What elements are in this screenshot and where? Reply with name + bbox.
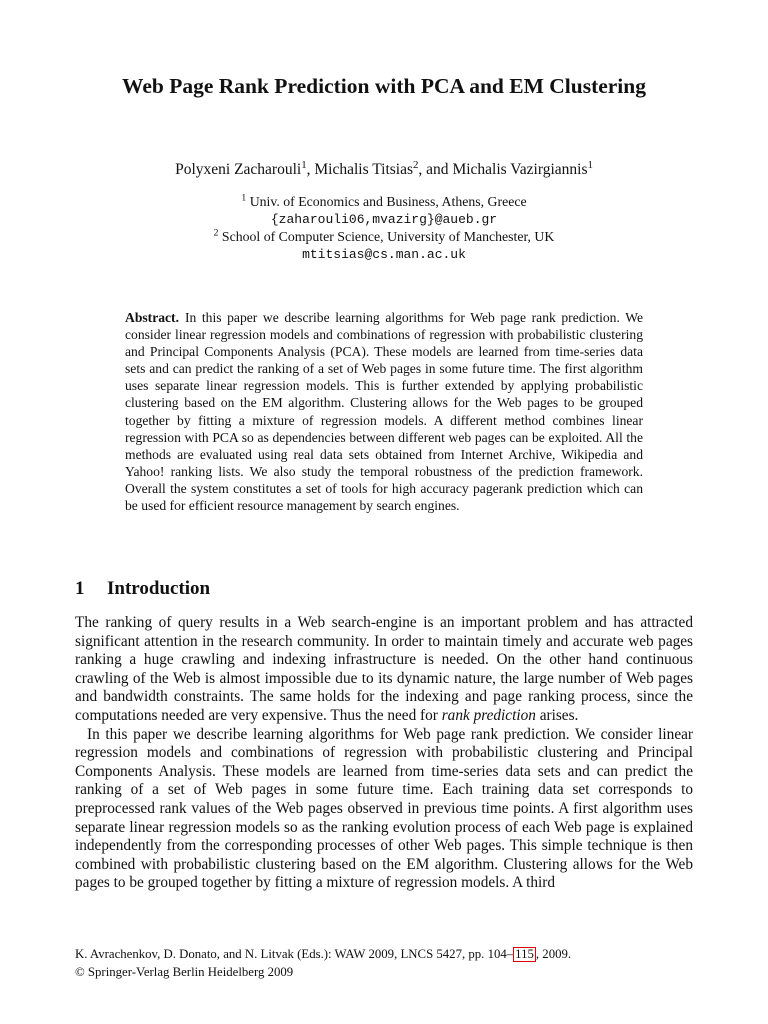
section-number: 1 bbox=[75, 578, 85, 599]
affiliation-line bbox=[80, 193, 688, 211]
author-separator: , and bbox=[418, 161, 453, 178]
author-affiliation-mark: 1 bbox=[301, 159, 307, 172]
emphasis-text: rank prediction bbox=[441, 706, 536, 724]
abstract-text: In this paper we describe learning algorithms for Web page rank prediction. We consider linear regression models and combinations of regression with probabilistic clustering and Principal Components Analysis (PCA). These models are learned from time-series data sets and can predict the ranking of a set of Web pages in some future time. The first algorithm uses separate linear regression models. This is further extended by applying probabilistic clustering based on the EM algorithm. Clustering allows for the Web pages to be grouped together by fitting a mixture of regression models. A different method combines linear regression with PCA so as dependencies between different web pages can be exploited. All the methods are evaluated using real data sets obtained from Internet Archive, Wikipedia and Yahoo! ranking lists. We also study the temporal robustness of the prediction framework. Overall the system constitutes a set of tools for high accuracy pagerank prediction which can be used for efficient resource management by search engines. bbox=[125, 310, 643, 514]
body-text bbox=[75, 614, 693, 893]
author-affiliation-mark: 2 bbox=[413, 159, 419, 172]
affiliation-institution: Univ. of Economics and Business, Athens, Greece bbox=[249, 194, 527, 209]
affiliation-email: mtitsias@cs.man.ac.uk bbox=[302, 246, 466, 262]
author-name: Michalis Vazirgiannis bbox=[452, 161, 588, 178]
author-affiliation-mark: 1 bbox=[587, 159, 593, 172]
abstract bbox=[125, 309, 643, 514]
section-heading bbox=[75, 577, 210, 601]
citation-footer bbox=[75, 946, 693, 981]
citation-text: , 2009. bbox=[535, 947, 572, 961]
page-reference-link[interactable]: 115 bbox=[515, 947, 534, 961]
author-name: Polyxeni Zacharouli bbox=[175, 161, 302, 178]
affiliation-email: {zaharouli06,mvazirg}@aueb.gr bbox=[270, 211, 498, 227]
paragraph bbox=[75, 614, 693, 726]
affiliation-line bbox=[80, 228, 688, 246]
paragraph-text: arises. bbox=[535, 706, 579, 724]
citation-text: K. Avrachenkov, D. Donato, and N. Litvak (Eds.): WAW 2009, LNCS 5427, pp. 104– bbox=[75, 947, 514, 961]
copyright-line: © Springer-Verlag Berlin Heidelberg 2009 bbox=[75, 964, 294, 979]
paragraph-text: The ranking of query results in a Web search-engine is an important problem and has attracted significant attention in the research community. In order to maintain timely and accurate web pages ranking a huge crawling and indexing infrastructure is needed. On the other hand continuous crawling of the Web is almost impossible due to its dynamic nature, the large number of Web pages and bandwidth constraints. The same holds for the indexing and page ranking process, since the computations needed are very expensive. Thus the need for bbox=[75, 614, 693, 724]
author-list bbox=[60, 160, 708, 180]
paper-title: Web Page Rank Prediction with PCA and EM Clustering bbox=[122, 74, 646, 98]
author-separator: , bbox=[306, 161, 315, 178]
affiliation-number: 1 bbox=[241, 192, 247, 204]
affiliations bbox=[80, 193, 688, 263]
author-name: Michalis Titsias bbox=[314, 161, 413, 178]
paragraph: In this paper we describe learning algorithms for Web page rank prediction. We consider linear regression models and combinations of regression with probabilistic clustering and Principal Components Analysis. These models are learned from time-series data sets and can predict the ranking of a set of Web pages in some future time. Each training data set corresponds to preprocessed rank values of the Web pages observed in previous time points. A first algorithm uses separate linear regression models so as the ranking evolution process of each Web page is explained independently from the corresponding processes of other Web pages. This simple technique is then combined with probabilistic clustering based on the EM algorithm. Clustering allows for the Web pages to be grouped together by fitting a mixture of regression models. A third bbox=[75, 725, 693, 892]
abstract-label: Abstract. bbox=[125, 310, 179, 325]
section-title: Introduction bbox=[107, 578, 211, 599]
citation-line bbox=[75, 946, 693, 964]
affiliation-number: 2 bbox=[213, 227, 219, 239]
affiliation-institution: School of Computer Science, University of Manchester, UK bbox=[221, 229, 555, 244]
